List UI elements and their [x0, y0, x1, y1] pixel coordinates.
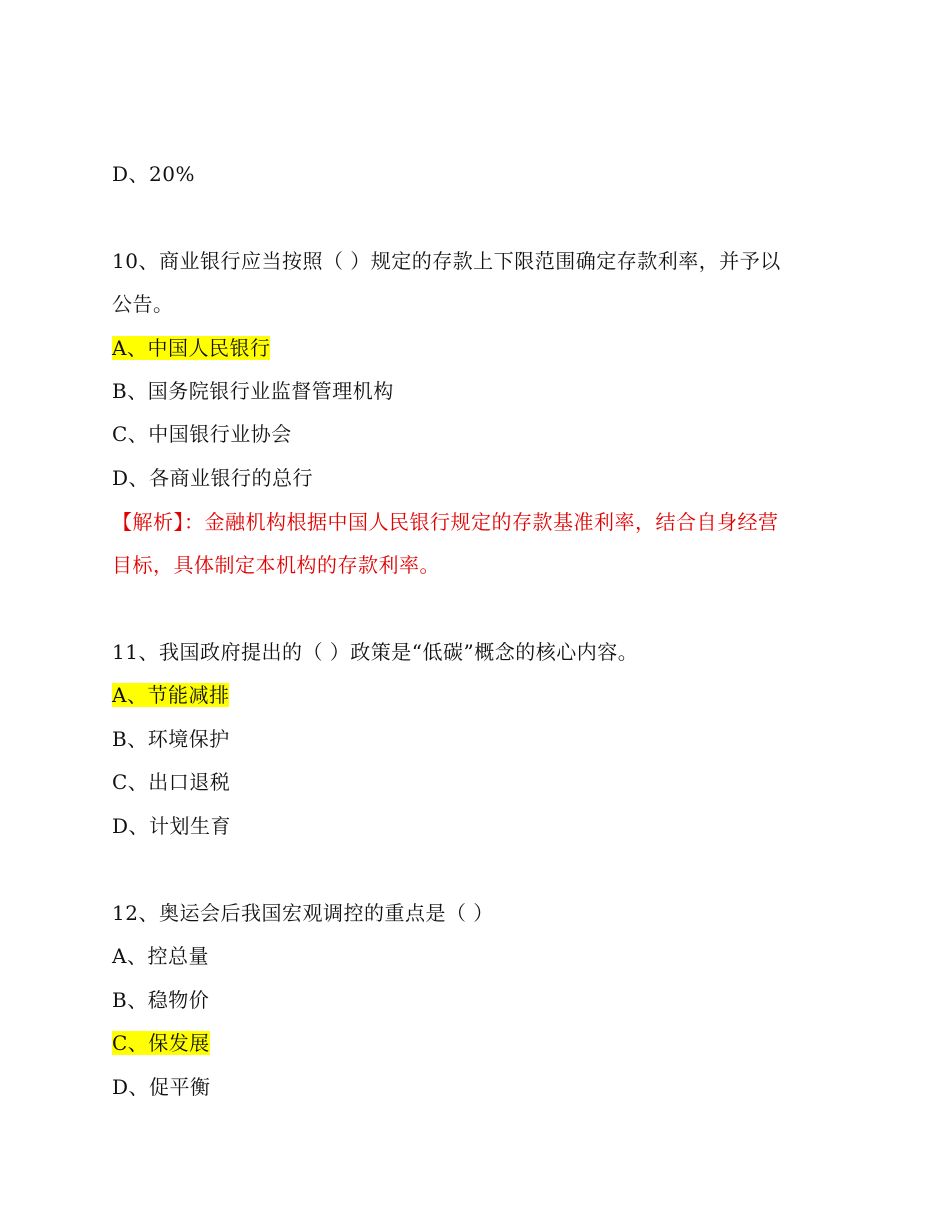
q11-option-d: D、计划生育 — [112, 814, 232, 838]
q10-option-a — [112, 333, 270, 363]
q12-option-c-highlighted: C、保发展 — [112, 1031, 210, 1055]
q10-option-c: C、中国银行业协会 — [112, 422, 292, 446]
q10-option-b: B、国务院银行业监督管理机构 — [112, 379, 394, 403]
q11-option-b: B、环境保护 — [112, 727, 230, 751]
q12-option-c — [112, 1028, 210, 1058]
q10-analysis-line1: 【解析】：金融机构根据中国人民银行规定的存款基准利率，结合自身经营 — [112, 510, 779, 534]
q10-analysis-line2: 目标，具体制定本机构的存款利率。 — [112, 553, 440, 577]
q9-option-d: D、20% — [112, 162, 195, 186]
q12-option-a: A、控总量 — [112, 944, 209, 968]
q12-option-d: D、促平衡 — [112, 1075, 211, 1099]
q10-option-a-highlighted: A、中国人民银行 — [112, 336, 271, 360]
q11-option-a-highlighted: A、节能减排 — [112, 683, 230, 707]
q11-stem: 11、我国政府提出的（ ）政策是“低碳”概念的核心内容。 — [112, 640, 639, 664]
q12-stem: 12、奥运会后我国宏观调控的重点是（ ） — [112, 901, 494, 925]
q10-stem-line2: 公告。 — [112, 292, 174, 316]
q11-option-c: C、出口退税 — [112, 770, 231, 794]
q10-option-d: D、各商业银行的总行 — [112, 466, 314, 490]
q10-stem-line1: 10、商业银行应当按照（ ）规定的存款上下限范围确定存款利率，并予以 — [112, 249, 781, 273]
q11-option-a — [112, 680, 229, 710]
q12-option-b: B、稳物价 — [112, 988, 210, 1012]
